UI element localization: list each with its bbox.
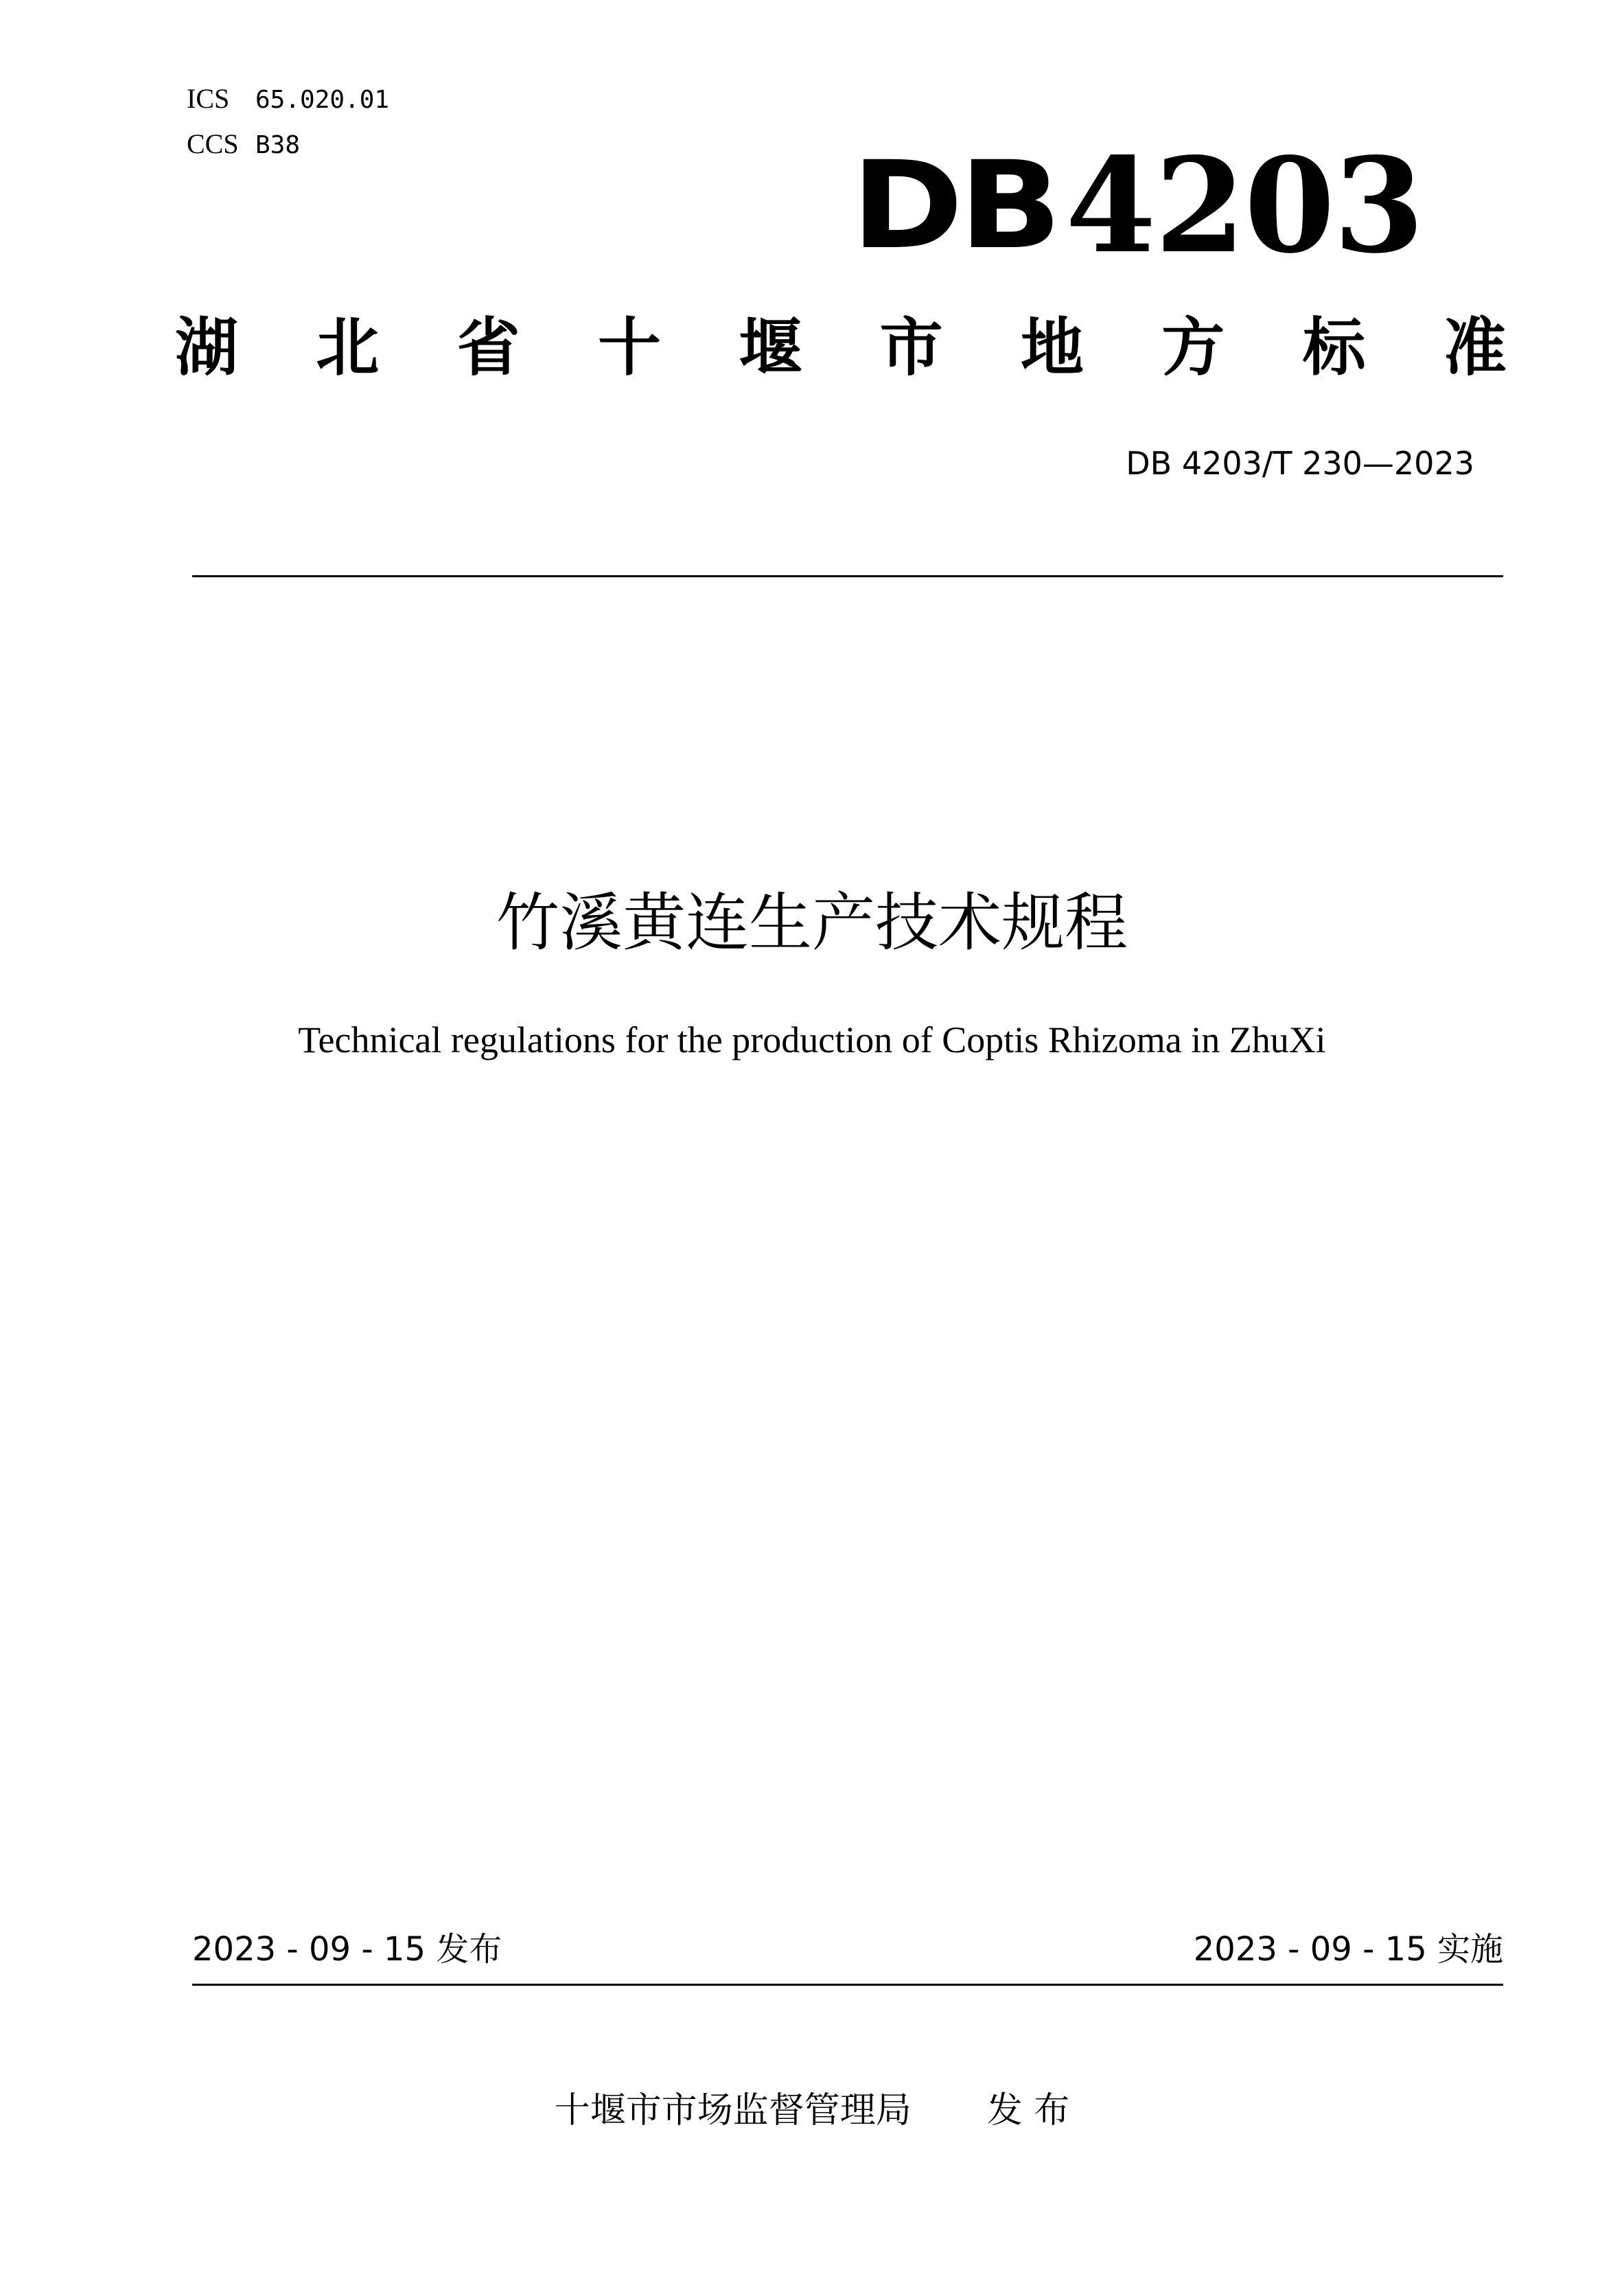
publisher-name: 十堰市市场监督管理局 <box>554 2090 912 2131</box>
ics-row <box>187 77 389 122</box>
top-divider <box>192 575 1503 577</box>
standard-type-char: 准 <box>1443 311 1507 384</box>
standard-type-char: 湖 <box>175 311 239 384</box>
standard-type-char: 标 <box>1302 311 1366 384</box>
standard-number: DB 4203/T 230—2023 <box>1126 445 1474 482</box>
classification-block <box>187 77 389 167</box>
standard-code-logo <box>851 129 1424 282</box>
standard-type-char: 方 <box>1161 311 1225 384</box>
ccs-value: B38 <box>255 131 301 159</box>
standard-type-char: 北 <box>316 311 380 384</box>
standard-code-prefix: DB <box>851 135 1058 276</box>
ics-value: 65.020.01 <box>255 86 390 114</box>
ics-label: ICS <box>187 83 230 114</box>
ccs-label: CCS <box>187 128 239 159</box>
standard-type-char: 十 <box>597 311 661 384</box>
standard-type-char: 省 <box>456 311 520 384</box>
publisher-line <box>0 2087 1624 2135</box>
standard-type-char: 地 <box>1020 311 1084 384</box>
ccs-row <box>187 122 389 167</box>
document-title-english: Technical regulations for the production of Coptis Rhizoma in ZhuXi <box>298 1019 1326 1060</box>
effective-date: 2023 - 09 - 15 实施 <box>1193 1930 1503 1969</box>
publisher-action: 发 布 <box>986 2090 1070 2131</box>
standard-type-heading <box>175 310 1507 386</box>
standard-type-char: 堰 <box>739 311 802 384</box>
document-title-chinese: 竹溪黄连生产技术规程 <box>496 886 1128 960</box>
standard-code-number: 4203 <box>1065 129 1424 282</box>
bottom-divider <box>192 1984 1503 1986</box>
standard-type-char: 市 <box>879 311 943 384</box>
publish-date: 2023 - 09 - 15 发布 <box>192 1930 502 1969</box>
